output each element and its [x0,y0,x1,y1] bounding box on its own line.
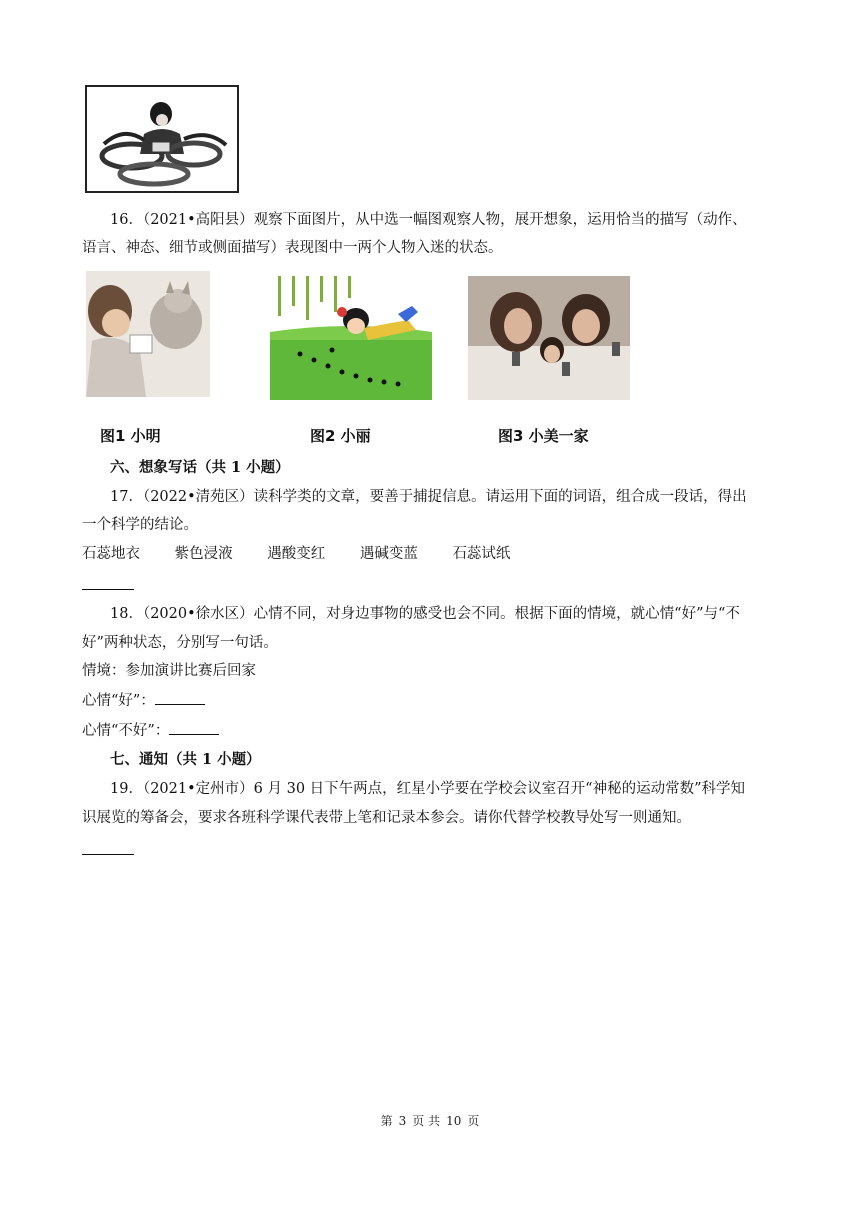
q17-word: 石蕊试纸 [452,546,511,562]
q19-answer-blank[interactable] [82,854,134,855]
q17-text-line2: 一个科学的结论。 [82,517,198,533]
q18-good-mood-blank[interactable] [155,690,205,705]
q18-good-mood-label: 心情“好”： [82,693,155,709]
page-footer [0,1112,860,1129]
q18-bad-mood-row [82,720,219,741]
snake-reading-illustration [84,84,240,194]
figure-3-caption: 图3 小美一家 [498,427,589,445]
section-6-heading: 六、想象写话（共 1 小题） [110,459,290,476]
q17-word: 紫色浸液 [174,546,233,562]
footer-suffix: 页 [467,1114,480,1128]
figure-2-caption: 图2 小丽 [310,427,371,445]
footer-prefix: 第 [380,1114,393,1128]
q19-text-line1: 19．（2021•定州市）6 月 30 日下午两点，红星小学要在学校会议室召开“神秘的运动常数”科学知 [110,781,745,797]
q17-answer-blank[interactable] [82,589,134,590]
q17-word: 遇碱变蓝 [359,546,418,562]
q18-bad-mood-label: 心情“不好”： [82,723,170,739]
q16-text-line1: 16．（2021•高阳县）观察下面图片，从中选一幅图观察人物，展开想象，运用恰当的描写（动作、 [110,212,747,228]
q19-text-line2: 识展览的筹备会，要求各班科学课代表带上笔和记录本参会。请你代替学校教导处写一则通知。 [82,810,691,826]
q18-good-mood-row [82,690,205,711]
q17-word: 石蕊地衣 [82,546,140,562]
q18-text-line2: 好”两种状态，分别写一句话。 [82,635,278,651]
q17-word: 遇酸变红 [267,546,326,562]
q17-text-line1: 17．（2022•清苑区）读科学类的文章，要善于捕捉信息。请运用下面的词语，组合成一段话，得出 [110,489,747,505]
q18-text-line1: 18．（2020•徐水区）心情不同，对身边事物的感受也会不同。根据下面的情境，就心情“好”与“不 [110,606,740,622]
q17-word-list [82,544,540,564]
footer-mid: 页 共 [412,1114,441,1128]
section-7-heading: 七、通知（共 1 小题） [110,751,261,768]
figure-1-caption: 图1 小明 [100,427,161,445]
footer-total-pages: 10 [446,1114,462,1128]
q18-context: 情境：参加演讲比赛后回家 [82,663,256,679]
q18-bad-mood-blank[interactable] [169,720,219,735]
figure-3-family-with-phones [468,276,630,400]
q16-text-line2: 语言、神态、细节或侧面描写）表现图中一两个人物入迷的状态。 [82,240,503,256]
figure-2-girl-watching-ants [270,276,432,400]
footer-page-number: 3 [398,1114,407,1128]
figure-1-child-with-cat [86,271,210,397]
